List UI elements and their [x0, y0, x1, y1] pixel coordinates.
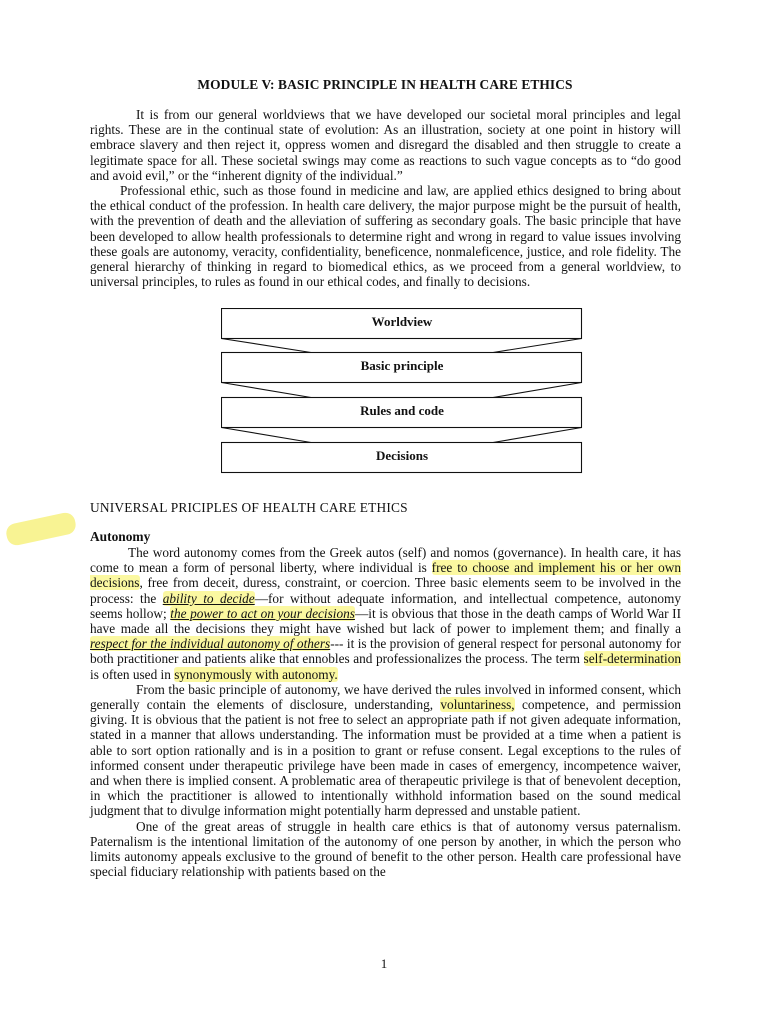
chevron-right-2 — [493, 383, 582, 398]
text-run: —for without adequate information, and intellectual competence, autonomy seems hollow; — [90, 590, 681, 621]
hierarchy-label-worldview: Worldview — [371, 314, 433, 329]
highlighted-text: free to choose and implement his or her own decisions — [90, 560, 681, 591]
text-run: , free from deceit, duress, constraint, or coercion. Three basic elements seem to be involved in the process: the — [90, 575, 681, 606]
text-run: From the basic principle of autonomy, we have derived the rules involved in informed consent, which generally contain the elements of disclosure, understanding, — [90, 681, 681, 713]
text-run: --- it is the provision of general respect for personal autonomy for both practitioner and patients alike that ennobles and professionalizes the process. The term — [90, 636, 681, 667]
text-run: is often used in — [90, 666, 175, 682]
chevron-left-3 — [222, 428, 312, 443]
page-number: 1 — [380, 956, 388, 971]
intro-section — [90, 107, 681, 289]
highlighted-text: synonymously with autonomy. — [174, 666, 338, 682]
autonomy-paragraph-3: One of the great areas of struggle in health care ethics is that of autonomy versus paternalism. Paternalism is the intentional limitation of the autonomy of one person by another, in which the person who limits autonomy appeals exclusive to the ground of benefit to the other person. Health care professional have special fiduciary relationship with patients based on the — [90, 818, 681, 880]
chevron-right-3 — [493, 428, 582, 443]
highlighter-mark — [4, 511, 77, 547]
intro-paragraph-2: Professional ethic, such as those found in medicine and law, are applied ethics designed to bring about the ethical conduct of the profession. In health care delivery, the major purpose might be the pursuit of health, with the prevention of death and the alleviation of suffering as secondary goals. The basic principle that have been developed to allow health professionals to determine right and wrong in regard to value issues involving these goals are autonomy, veracity, confidentiality, beneficence, nonmaleficence, justice, and role fidelity. The general hierarchy of thinking in regard to biomedical ethics, as we proceed from a general worldview, to universal principles, to rules as found in our ethical codes, and finally to decisions. — [90, 183, 681, 290]
underlined-highlighted-text: the power to act on your decisions — [170, 605, 355, 621]
hierarchy-label-rules-and-code: Rules and code — [360, 403, 444, 418]
chevron-left-2 — [222, 383, 312, 398]
underlined-highlighted-text: ability to decide — [162, 590, 255, 606]
text-run: competence, and permission giving. It is obvious that the patient is not free to select an appropriate path if not given adequate information, stated in a manner that allows understanding. The information must be provided at a time when a patient is able to sort option rationally and is in a position to grant or refuse consent. Legal exceptions to the rules of informed consent under therapeutic privilege have been made in cases of emergency, incompetence waiver, and when there is implied consent. A problematic area of therapeutic privilege is that of benevolent deception, in which the practitioner is allowed to intentionally withhold information based on the sound medical judgment that to divulge information might potentially harm depressed and unstable patient. — [90, 697, 682, 819]
highlighted-text: self-determination — [583, 651, 681, 667]
page-title: MODULE V: BASIC PRINCIPLE IN HEALTH CARE ETHICS — [197, 77, 573, 92]
text-run: The word autonomy comes from the Greek autos (self) and nomos (governance). In health care, it has come to mean a form of personal liberty, where individual is — [90, 545, 681, 576]
section-heading: UNIVERSAL PRICIPLES OF HEALTH CARE ETHICS — [90, 500, 408, 515]
hierarchy-label-basic-principle: Basic principle — [360, 358, 444, 373]
autonomy-section — [90, 545, 681, 879]
text-run: —it is obvious that those in the death camps of World War II have made all the decisions they might have wished but lack of power to implement them; and finally a — [90, 605, 682, 637]
autonomy-paragraph-1 — [90, 545, 681, 682]
highlighted-text: voluntariness, — [440, 697, 515, 713]
chevron-right-1 — [493, 339, 582, 353]
hierarchy-label-decisions: Decisions — [376, 448, 428, 463]
autonomy-heading: Autonomy — [90, 529, 151, 544]
chevron-left-1 — [222, 339, 312, 353]
intro-paragraph-1: It is from our general worldviews that we have developed our societal moral principles and legal rights. These are in the continual state of evolution: As an illustration, society at one point in history will embrace slavery and then reject it, oppress women and disregard the disabled and then struggle to create a legitimate space for all. These societal swings may come as reactions to such vague concepts as to “do good and avoid evil,” or the “inherent dignity of the individual.” — [90, 107, 681, 183]
underlined-highlighted-text: respect for the individual autonomy of others — [90, 636, 331, 652]
autonomy-paragraph-2 — [90, 682, 681, 819]
hierarchy-diagram — [221, 308, 583, 474]
